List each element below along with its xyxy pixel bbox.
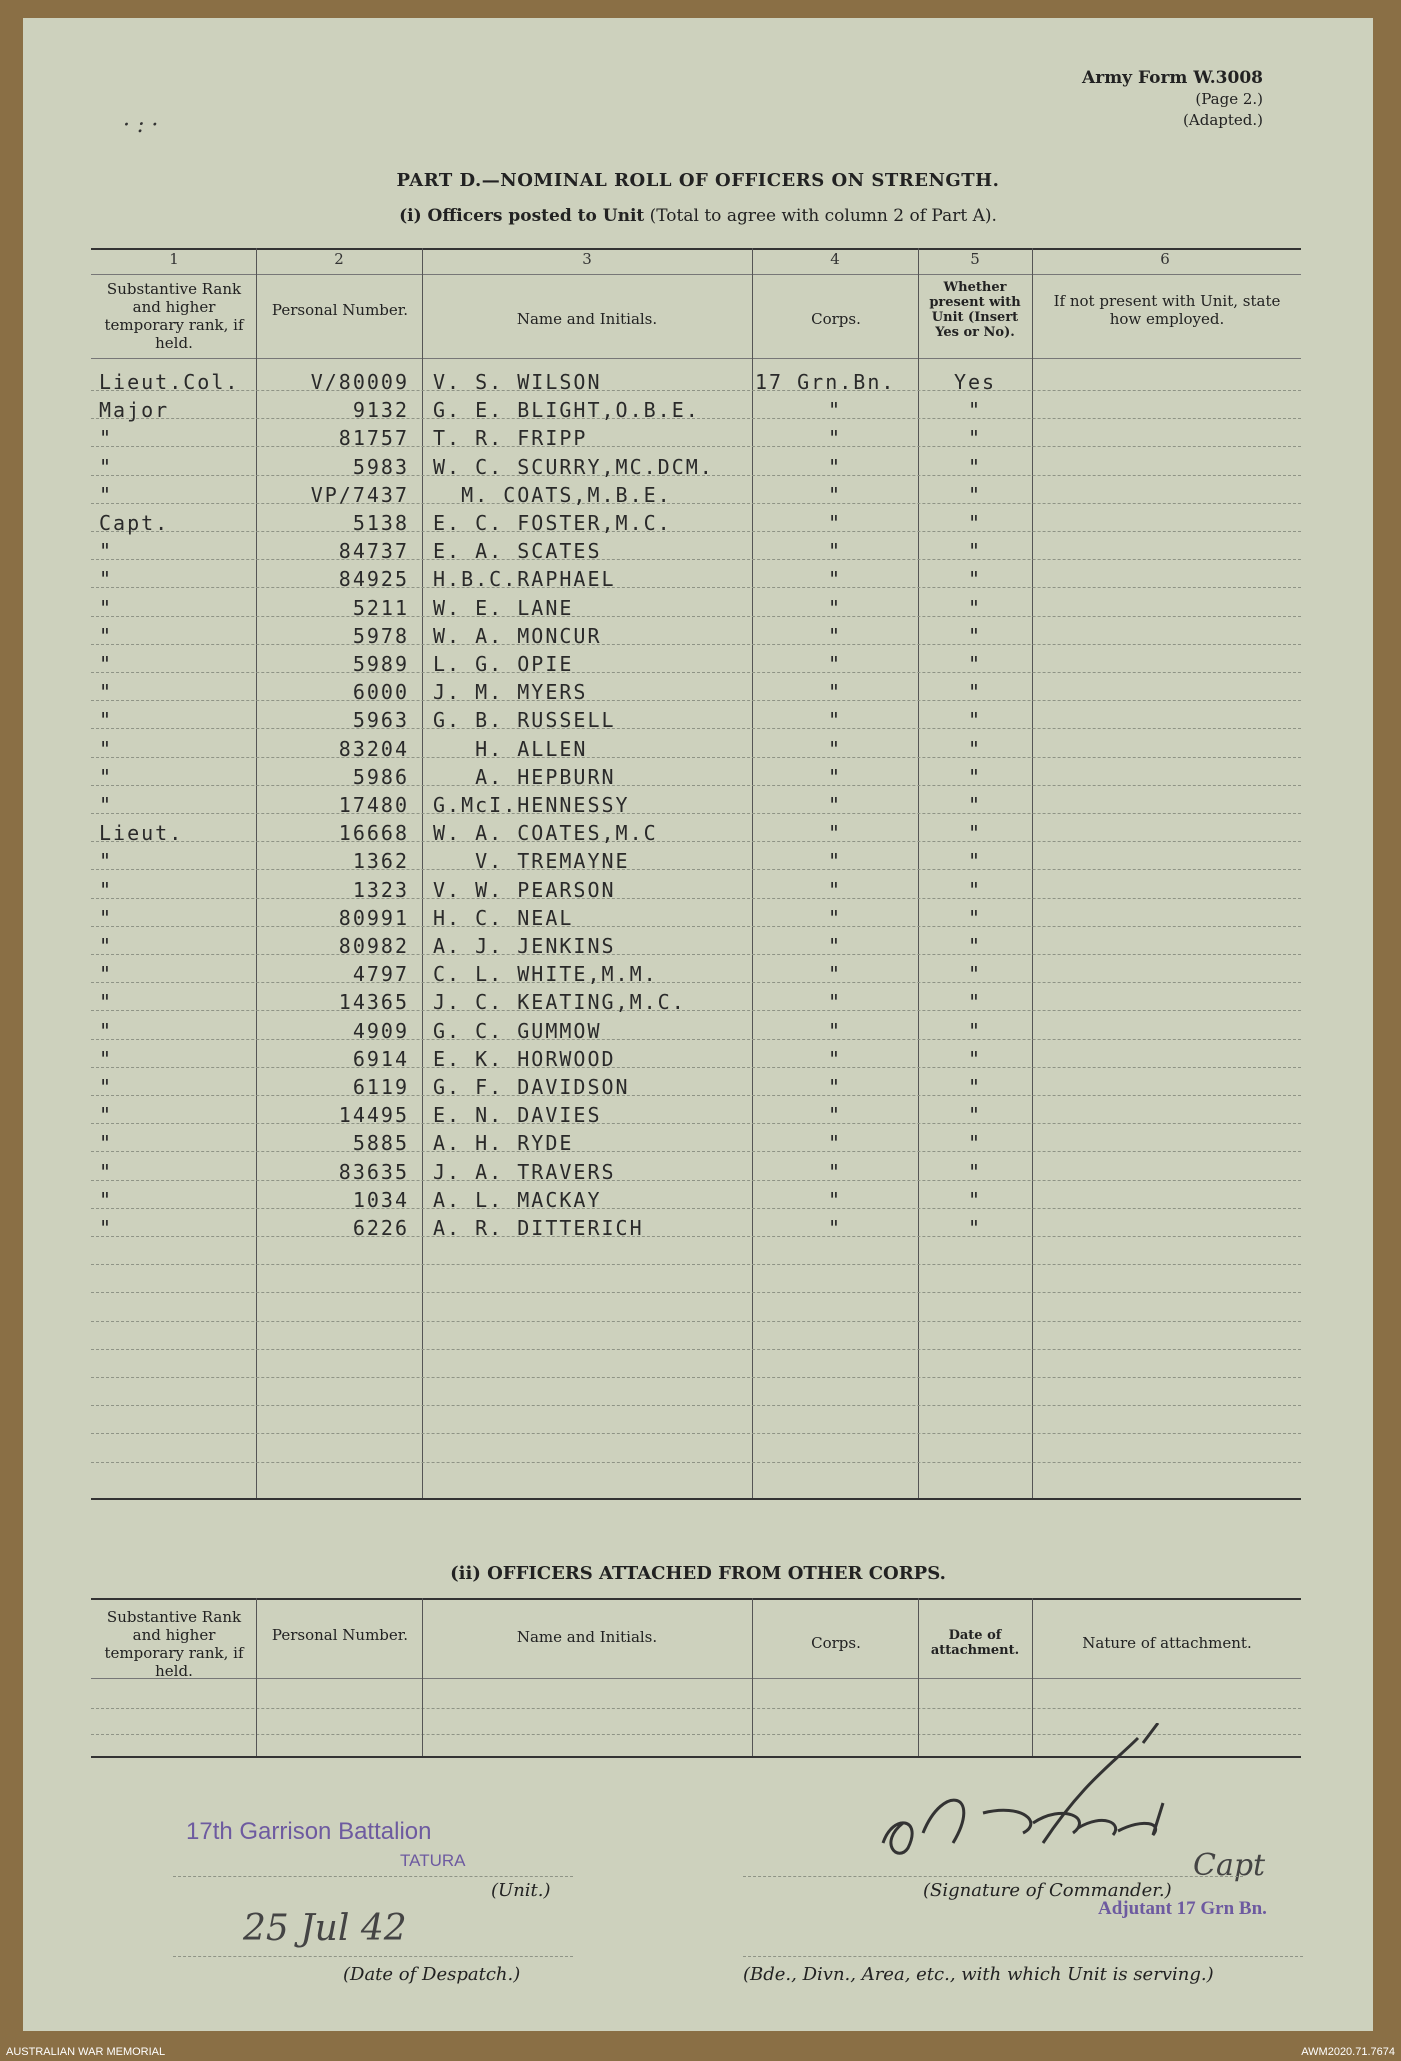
ruled-line (91, 1292, 1301, 1293)
header-rule (91, 358, 1301, 359)
col-divider-1 (256, 248, 257, 1498)
cell-personal-number: 80991 (338, 905, 409, 930)
cell-name: W. A. MONCUR (433, 623, 602, 648)
cell-personal-number: 5885 (352, 1131, 409, 1156)
cell-rank: " (99, 680, 114, 705)
cell-personal-number: 14495 (338, 1103, 409, 1128)
cell-present: " (967, 567, 983, 592)
cell-present: " (967, 962, 983, 987)
h2-name: Name and Initials. (516, 1628, 658, 1646)
cell-present: " (967, 623, 983, 648)
date-line (173, 1956, 573, 1957)
cell-corps: " (827, 877, 843, 902)
cell-present: " (967, 1018, 983, 1043)
cell-personal-number: 6226 (352, 1216, 409, 1240)
cell-name: H.B.C.RAPHAEL (433, 567, 616, 592)
cell-corps: " (827, 652, 843, 676)
cell-corps: " (827, 990, 843, 1015)
cell-present: " (967, 1131, 983, 1156)
cell-corps: " (827, 1159, 843, 1184)
cell-name: W. C. SCURRY,MC.DCM. (433, 454, 714, 479)
cell-corps: " (827, 1216, 843, 1240)
form-page: (Page 2.) (1195, 90, 1263, 108)
cell-present: " (967, 793, 983, 817)
cell-present: " (967, 511, 983, 535)
cell-name: E. A. SCATES (433, 539, 602, 564)
cell-rank: Capt. (99, 511, 170, 535)
ruled-line (91, 1321, 1301, 1322)
cell-name: G. E. BLIGHT,O.B.E. (433, 398, 700, 423)
cell-rank: " (99, 905, 114, 930)
cell-name: J. A. TRAVERS (433, 1159, 616, 1184)
header-rank: Substantive Rank and higher temporary rank, if held. (104, 280, 244, 352)
cell-corps: " (827, 511, 843, 535)
cell-rank: " (99, 1187, 114, 1212)
cell-rank: " (99, 1159, 114, 1184)
cell-corps: 17 Grn.Bn. (755, 370, 896, 394)
cell-personal-number: 5978 (352, 623, 409, 648)
cell-name: M. COATS,M.B.E. (433, 482, 672, 507)
cell-corps: " (827, 567, 843, 592)
cell-rank: " (99, 595, 114, 620)
cell-present: " (967, 539, 983, 564)
subtitle-bold: (i) Officers posted to Unit (399, 206, 645, 226)
cell-present: " (967, 1103, 983, 1128)
cell-rank: " (99, 623, 114, 648)
label-date: (Date of Despatch.) (343, 1964, 521, 1985)
t2-divider-3 (752, 1598, 753, 1756)
cell-personal-number: 4909 (352, 1018, 409, 1043)
cell-present: " (967, 482, 983, 507)
form-identifier (1082, 68, 1263, 131)
cell-name: H. C. NEAL (433, 905, 574, 930)
col-divider-5 (1032, 248, 1033, 1498)
cell-present: " (967, 821, 983, 846)
h2-personal-number: Personal Number. (271, 1626, 409, 1644)
h2-rank: Substantive Rank and higher temporary rank, if held. (104, 1608, 244, 1680)
cell-corps: " (827, 1103, 843, 1128)
cell-corps: " (827, 482, 843, 507)
cell-personal-number: 5986 (352, 764, 409, 789)
cell-present: " (967, 736, 983, 761)
cell-corps: " (827, 1046, 843, 1071)
col-divider-4 (918, 248, 919, 1498)
cell-name: H. ALLEN (433, 736, 588, 761)
cell-corps: " (827, 962, 843, 987)
cell-present: " (967, 426, 983, 451)
colnum-6: 6 (1160, 250, 1170, 268)
cell-rank: " (99, 1103, 114, 1128)
unit-place-stamp: TATURA (400, 1851, 466, 1870)
cell-rank: Major (99, 398, 170, 423)
ruled-line (91, 1264, 1301, 1265)
table-bottom-rule (91, 1498, 1301, 1500)
page-title: PART D.—NOMINAL ROLL OF OFFICERS ON STRENGTH. (396, 170, 1000, 191)
cell-rank: " (99, 934, 114, 958)
unit-line (173, 1876, 573, 1877)
cell-corps: " (827, 934, 843, 958)
cell-personal-number: 80982 (338, 934, 409, 958)
cell-name: A. HEPBURN (433, 764, 616, 789)
cell-present: " (967, 398, 983, 423)
cell-personal-number: 5963 (352, 708, 409, 733)
cell-personal-number: 5211 (352, 595, 409, 620)
cell-personal-number: 84925 (338, 567, 409, 592)
cell-name: V. W. PEARSON (433, 877, 616, 902)
colnum-4: 4 (830, 250, 840, 268)
cell-name: A. H. RYDE (433, 1131, 574, 1156)
cell-corps: " (827, 764, 843, 789)
cell-name: G. C. GUMMOW (433, 1018, 602, 1043)
cell-name: E. C. FOSTER,M.C. (433, 511, 672, 535)
cell-name: G.McI.HENNESSY (433, 793, 630, 817)
ruled-line (91, 1349, 1301, 1350)
cell-name: W. A. COATES,M.C (433, 821, 658, 846)
cell-present: " (967, 1216, 983, 1240)
cell-present: " (967, 764, 983, 789)
cell-name: G. F. DAVIDSON (433, 1075, 630, 1099)
cell-name: W. E. LANE (433, 595, 574, 620)
cell-corps: " (827, 398, 843, 423)
footer-left: AUSTRALIAN WAR MEMORIAL (6, 2046, 166, 2058)
cell-personal-number: 1034 (352, 1187, 409, 1212)
cell-name: A. R. DITTERICH (433, 1216, 644, 1240)
bde-line (743, 1956, 1303, 1957)
cell-present: " (967, 708, 983, 733)
cell-present: " (967, 934, 983, 958)
cell-corps: " (827, 539, 843, 564)
cell-personal-number: 6119 (352, 1075, 409, 1099)
cell-personal-number: 5989 (352, 652, 409, 676)
cell-name: A. J. JENKINS (433, 934, 616, 958)
cell-present: " (967, 905, 983, 930)
cell-rank: " (99, 1046, 114, 1071)
h2-date: Date of attachment. (930, 1628, 1020, 1658)
cell-corps: " (827, 1131, 843, 1156)
footer-right: AWM2020.71.7674 (1301, 2046, 1395, 2058)
colnum-3: 3 (582, 250, 592, 268)
cell-name: C. L. WHITE,M.M. (433, 962, 658, 987)
ruled-line (91, 1462, 1301, 1463)
cell-present: " (967, 1187, 983, 1212)
form-name: Army Form W.3008 (1082, 68, 1263, 88)
cell-rank: " (99, 849, 114, 874)
section2-title: (ii) OFFICERS ATTACHED FROM OTHER CORPS. (450, 1563, 946, 1584)
h2-nature: Nature of attachment. (1082, 1634, 1252, 1652)
col-divider-2 (422, 248, 423, 1498)
cell-name: V. S. WILSON (433, 370, 602, 394)
cell-personal-number: 5983 (352, 454, 409, 479)
cell-rank: Lieut.Col. (99, 370, 240, 394)
cell-rank: " (99, 793, 114, 817)
h2-corps: Corps. (811, 1634, 861, 1652)
cell-rank: " (99, 454, 114, 479)
cell-rank: " (99, 877, 114, 902)
t2-divider-1 (256, 1598, 257, 1756)
cell-rank: " (99, 1075, 114, 1099)
cell-rank: " (99, 426, 114, 451)
cell-corps: " (827, 736, 843, 761)
cell-rank: " (99, 736, 114, 761)
header-personal-number: Personal Number. (271, 301, 409, 319)
cell-present: " (967, 680, 983, 705)
table2-top-rule (91, 1598, 1301, 1600)
cell-corps: " (827, 793, 843, 817)
cell-rank: " (99, 764, 114, 789)
cell-personal-number: 1323 (352, 877, 409, 902)
ruled-line (91, 1433, 1301, 1434)
cell-present: " (967, 652, 983, 676)
cell-name: V. TREMAYNE (433, 849, 630, 874)
cell-present: " (967, 877, 983, 902)
cell-corps: " (827, 623, 843, 648)
table-top-rule (91, 248, 1301, 250)
cell-personal-number: 83635 (338, 1159, 409, 1184)
cell-personal-number: V/80009 (310, 370, 409, 394)
cell-personal-number: 6000 (352, 680, 409, 705)
header-name: Name and Initials. (516, 310, 658, 328)
form-sheet (23, 18, 1373, 2031)
cell-present: " (967, 849, 983, 874)
t2-divider-2 (422, 1598, 423, 1756)
cell-personal-number: 5138 (352, 511, 409, 535)
corner-marks: · : · (123, 113, 159, 138)
colnum-1: 1 (169, 250, 179, 268)
label-signature: (Signature of Commander.) (923, 1880, 1172, 1901)
header-present: Whether present with Unit (Insert Yes or No). (929, 280, 1021, 340)
cell-corps: " (827, 708, 843, 733)
subtitle-rest: (Total to agree with column 2 of Part A). (644, 206, 997, 226)
cell-present: " (967, 1159, 983, 1184)
despatch-date: 25 Jul 42 (243, 1908, 407, 1949)
label-unit: (Unit.) (491, 1880, 551, 1901)
form-adapted: (Adapted.) (1183, 111, 1263, 129)
cell-corps: " (827, 595, 843, 620)
cell-personal-number: 1362 (352, 849, 409, 874)
cell-corps: " (827, 426, 843, 451)
adjutant-stamp: Adjutant 17 Grn Bn. (1098, 1898, 1267, 1919)
cell-name: T. R. FRIPP (433, 426, 588, 451)
cell-personal-number: VP/7437 (310, 482, 409, 507)
header-corps: Corps. (811, 310, 861, 328)
table2-row-rule-1 (91, 1708, 1301, 1709)
cell-personal-number: 81757 (338, 426, 409, 451)
cell-personal-number: 16668 (338, 821, 409, 846)
cell-corps: " (827, 821, 843, 846)
colnum-rule (91, 274, 1301, 275)
ruled-line (91, 1405, 1301, 1406)
cell-name: E. K. HORWOOD (433, 1046, 616, 1071)
cell-corps: " (827, 1075, 843, 1099)
cell-personal-number: 14365 (338, 990, 409, 1015)
ruled-line (91, 1377, 1301, 1378)
cell-rank: " (99, 962, 114, 987)
header-employed: If not present with Unit, state how employed. (1053, 292, 1281, 328)
colnum-5: 5 (970, 250, 980, 268)
cell-rank: " (99, 1131, 114, 1156)
table2-header-rule (91, 1678, 1301, 1679)
signature-line (743, 1876, 1243, 1877)
cell-rank: " (99, 567, 114, 592)
cell-personal-number: 83204 (338, 736, 409, 761)
cell-personal-number: 84737 (338, 539, 409, 564)
cell-present: Yes (953, 370, 997, 394)
unit-stamp: 17th Garrison Battalion (186, 1818, 432, 1845)
page-subtitle (23, 206, 1373, 226)
cell-corps: " (827, 1018, 843, 1043)
cell-present: " (967, 1046, 983, 1071)
cell-rank: " (99, 539, 114, 564)
cell-corps: " (827, 680, 843, 705)
colnum-2: 2 (334, 250, 344, 268)
cell-corps: " (827, 849, 843, 874)
cell-rank: " (99, 990, 114, 1015)
cell-present: " (967, 990, 983, 1015)
cell-name: E. N. DAVIES (433, 1103, 602, 1128)
cell-corps: " (827, 905, 843, 930)
cell-corps: " (827, 454, 843, 479)
cell-present: " (967, 1075, 983, 1099)
cell-personal-number: 9132 (352, 398, 409, 423)
cell-rank: " (99, 1018, 114, 1043)
cell-name: G. B. RUSSELL (433, 708, 616, 733)
cell-rank: " (99, 1216, 114, 1240)
cell-name: J. M. MYERS (433, 680, 588, 705)
cell-rank: " (99, 482, 114, 507)
cell-personal-number: 4797 (352, 962, 409, 987)
cell-present: " (967, 595, 983, 620)
label-bde: (Bde., Divn., Area, etc., with which Unit is serving.) (743, 1964, 1214, 1985)
cell-name: J. C. KEATING,M.C. (433, 990, 686, 1015)
cell-name: A. L. MACKAY (433, 1187, 602, 1212)
cell-rank: " (99, 652, 114, 676)
cell-present: " (967, 454, 983, 479)
cell-rank: " (99, 708, 114, 733)
cell-corps: " (827, 1187, 843, 1212)
cell-name: L. G. OPIE (433, 652, 574, 676)
cell-personal-number: 6914 (352, 1046, 409, 1071)
cell-rank: Lieut. (99, 821, 184, 846)
capt-handwriting: Capt (1193, 1848, 1266, 1883)
cell-personal-number: 17480 (338, 793, 409, 817)
